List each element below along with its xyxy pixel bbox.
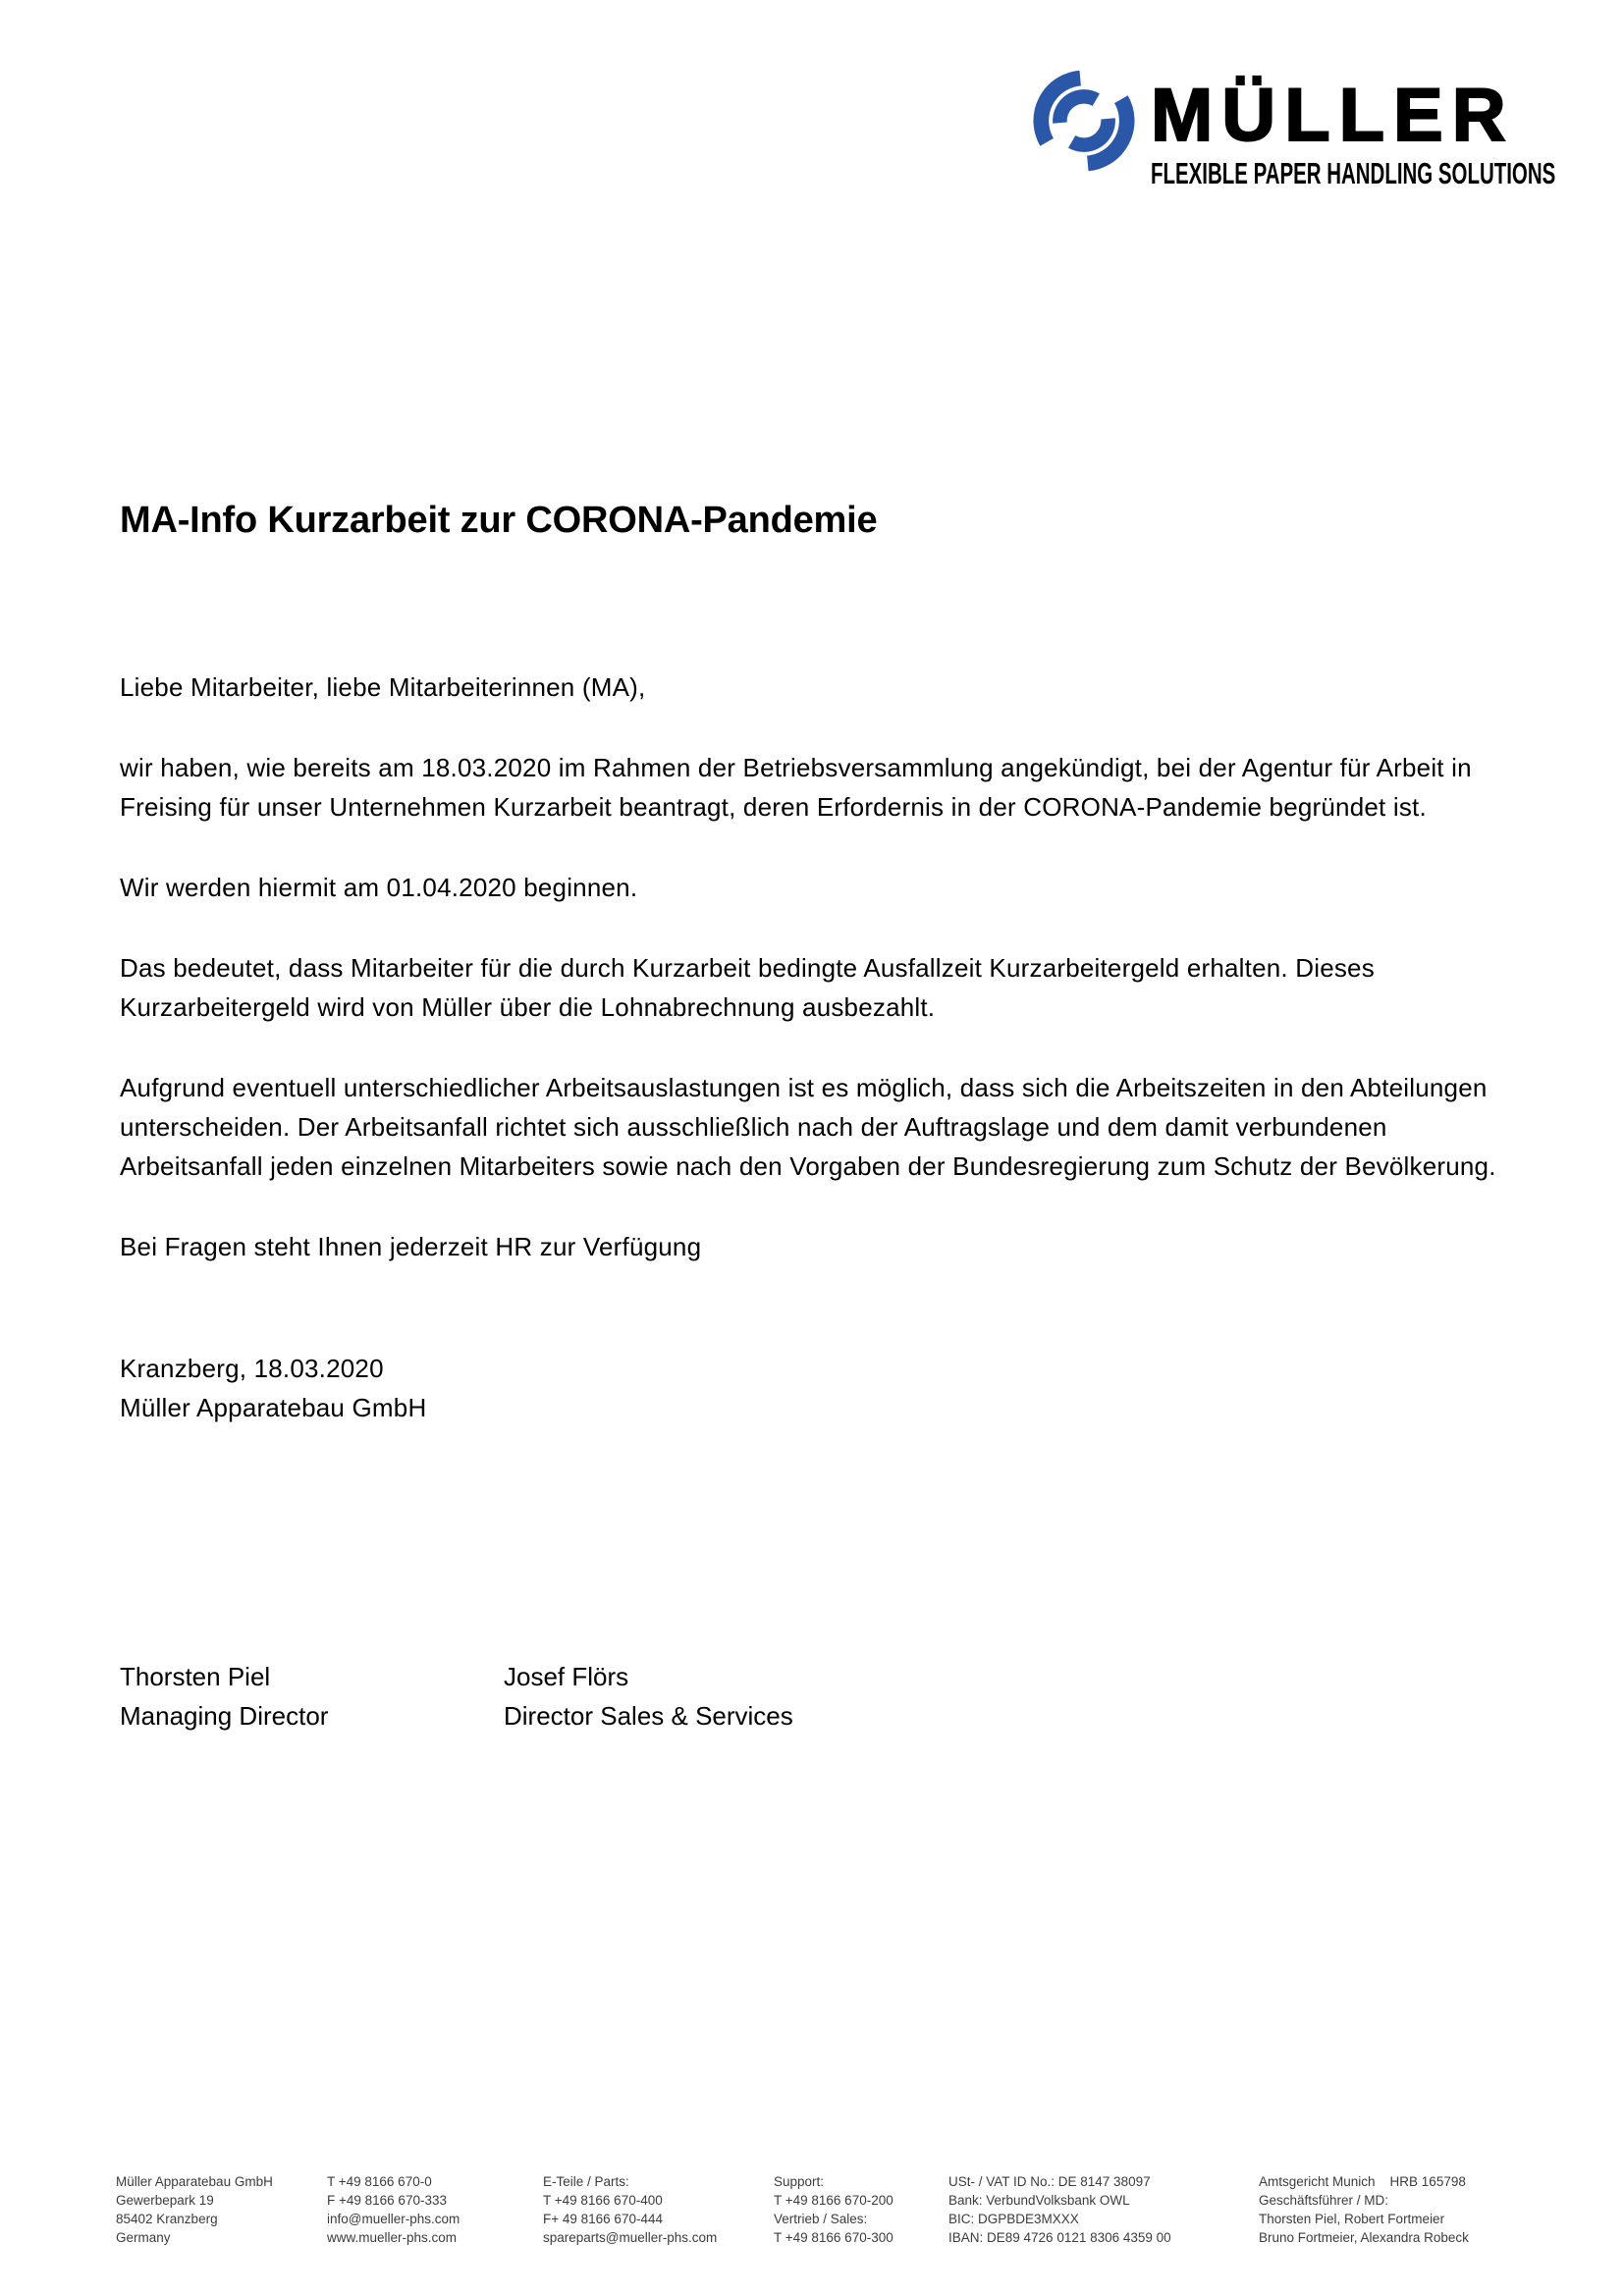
salutation: Liebe Mitarbeiter, liebe Mitarbeiterinnen (MA),: [120, 672, 646, 702]
footer-line: USt- / VAT ID No.: DE 8147 38097: [948, 2174, 1151, 2189]
footer-line: Gewerbepark 19: [116, 2193, 214, 2208]
logo-tagline: FLEXIBLE PAPER HANDLING SOLUTIONS: [1151, 156, 1556, 190]
footer-line: E-Teile / Parts:: [543, 2174, 629, 2189]
footer-line: Geschäftsführer / MD:: [1259, 2193, 1389, 2208]
paragraph-announcement: wir haben, wie bereits am 18.03.2020 im Rahmen der Betriebsversammlung angekündigt, bei der Agentur für Arbeit in Freising für unser Unternehmen Kurzarbeit beantragt, deren Erfordernis in der CORONA-Pandemie begründet ist.: [120, 753, 1472, 822]
footer-line: Germany: [116, 2230, 171, 2245]
signature-name: Josef Flörs: [504, 1662, 629, 1691]
footer-line: Müller Apparatebau GmbH: [116, 2174, 273, 2189]
footer-line: F+ 49 8166 670-444: [543, 2212, 663, 2226]
letter-body: [120, 667, 1506, 1427]
paragraph-hr-contact: Bei Fragen steht Ihnen jederzeit HR zur Verfügung: [120, 1232, 702, 1261]
letter-footer: [116, 2172, 1569, 2261]
signature-role: Director Sales & Services: [504, 1701, 793, 1731]
footer-line: Amtsgericht Munich HRB 165798: [1259, 2174, 1466, 2189]
footer-parts-column: [543, 2172, 717, 2247]
footer-line: Vertrieb / Sales:: [774, 2212, 868, 2226]
closing-block: [120, 1349, 1506, 1427]
company-logo: [1029, 61, 1624, 188]
page-title: MA-Info Kurzarbeit zur CORONA-Pandemie: [120, 500, 878, 541]
logo-wordmark: MÜLLER: [1151, 74, 1515, 157]
signature-name: Thorsten Piel: [120, 1662, 271, 1691]
footer-line: T +49 8166 670-200: [774, 2193, 893, 2208]
footer-line: Bruno Fortmeier, Alexandra Robeck: [1259, 2230, 1469, 2245]
footer-line: www.mueller-phs.com: [327, 2230, 458, 2245]
footer-contact-column: [327, 2172, 460, 2247]
footer-line: T +49 8166 670-400: [543, 2193, 663, 2208]
footer-line: info@mueller-phs.com: [327, 2212, 460, 2226]
signature-role: Managing Director: [120, 1701, 329, 1731]
footer-line: Thorsten Piel, Robert Fortmeier: [1259, 2212, 1445, 2226]
footer-line: T +49 8166 670-0: [327, 2174, 432, 2189]
footer-line: 85402 Kranzberg: [116, 2212, 218, 2226]
footer-tax-bank-column: [948, 2172, 1171, 2247]
footer-line: Bank: VerbundVolksbank OWL: [948, 2193, 1130, 2208]
paragraph-start-date: Wir werden hiermit am 01.04.2020 beginnen.: [120, 873, 638, 902]
footer-line: T +49 8166 670-300: [774, 2230, 893, 2245]
footer-line: IBAN: DE89 4726 0121 8306 4359 00: [948, 2230, 1171, 2245]
signature-director-sales: [504, 1657, 793, 1735]
footer-line: BIC: DGPBDE3MXXX: [948, 2212, 1079, 2226]
footer-support-column: [774, 2172, 893, 2247]
paragraph-workload: Aufgrund eventuell unterschiedlicher Arbeitsauslastungen ist es möglich, dass sich die Arbeitszeiten in den Abteilungen unterscheiden. Der Arbeitsanfall richtet sich ausschließlich nach der Auftragslage und dem damit verbundenen Arbeitsanfall jeden einzelnen Mitarbeiters sowie nach den Vorgaben der Bundesregierung zum Schutz der Bevölkerung.: [120, 1073, 1496, 1181]
closing-company: Müller Apparatebau GmbH: [120, 1393, 427, 1422]
footer-line: Support:: [774, 2174, 825, 2189]
logo-text-column: [1151, 61, 1624, 188]
signature-managing-director: [120, 1657, 328, 1735]
footer-line: spareparts@mueller-phs.com: [543, 2230, 718, 2245]
closing-place-date: Kranzberg, 18.03.2020: [120, 1354, 384, 1383]
footer-registry-column: [1259, 2172, 1469, 2247]
mueller-pinwheel-icon: [1029, 64, 1139, 178]
footer-line: F +49 8166 670-333: [327, 2193, 447, 2208]
footer-address-column: [116, 2172, 273, 2247]
paragraph-kurzarbeitergeld: Das bedeutet, dass Mitarbeiter für die durch Kurzarbeit bedingte Ausfallzeit Kurzarbeitergeld erhalten. Dieses Kurzarbeitergeld wird von Müller über die Lohnabrechnung ausbezahlt.: [120, 953, 1375, 1022]
